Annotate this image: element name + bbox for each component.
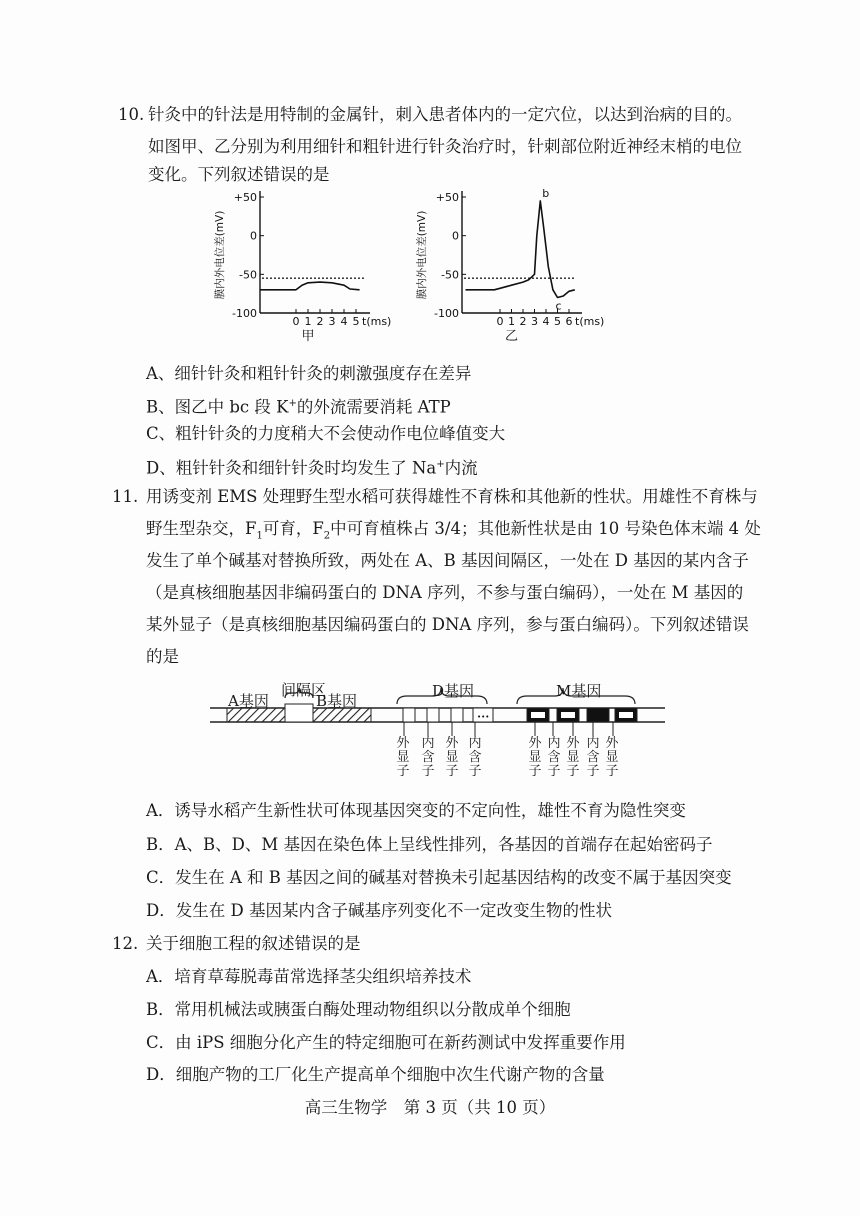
q12-option-c: C．由 iPS 细胞分化产生的特定细胞可在新药测试中发挥重要作用 — [146, 1033, 626, 1052]
chromosome-diagram — [205, 668, 675, 738]
q10-option-b: B、图乙中 bc 段 K+的外流需要消耗 ATP — [146, 397, 451, 417]
q10-stem-line1: 针灸中的针法是用特制的金属针，刺入患者体内的一定穴位，以达到治病的目的。 — [148, 105, 742, 124]
q12-option-d: D．细胞产物的工厂化生产提高单个细胞中次生代谢产物的含量 — [146, 1065, 605, 1084]
jia-xtick-label: 1 — [304, 315, 312, 328]
chart-jia — [210, 185, 430, 345]
jia-ytick-label: -100 — [232, 307, 257, 320]
q12-stem: 关于细胞工程的叙述错误的是 — [146, 934, 361, 953]
q12-option-b: B．常用机械法或胰蛋白酶处理动物组织以分散成单个细胞 — [146, 1000, 571, 1019]
yi-xtick-label: 4 — [542, 315, 550, 328]
jia-ytick-label: -50 — [239, 268, 257, 282]
spacer-block — [285, 704, 313, 722]
d-label-intron-2: 内含子 — [468, 736, 482, 779]
yi-point-label-b: b — [542, 186, 550, 200]
m-exon-3 — [587, 708, 609, 722]
yi-ytick-label: 0 — [452, 229, 459, 243]
q10-option-a: A、细针针灸和粗针针灸的刺激强度存在差异 — [146, 364, 472, 383]
q12-number: 12. — [112, 934, 139, 953]
label-gene-m: M基因 — [556, 682, 602, 700]
jia-xtick-label: 2 — [316, 315, 324, 328]
yi-title: 乙 — [504, 329, 519, 344]
d-label-exon-1: 外显子 — [396, 736, 410, 779]
d-exon-3 — [451, 708, 463, 722]
d-exon-2 — [427, 708, 439, 722]
d-exon-1 — [403, 708, 415, 722]
yi-ytick-label: -50 — [441, 268, 459, 282]
yi-xtick-label: 3 — [531, 315, 538, 328]
q12-option-a: A．培育草莓脱毒苗常选择茎尖组织培养技术 — [146, 967, 472, 986]
yi-point-label-c: c — [555, 299, 562, 313]
q10-option-d: D、粗针针灸和细针针灸时均发生了 Na+内流 — [146, 458, 478, 478]
q11-option-d: D．发生在 D 基因某内含子碱基序列变化不一定改变生物的性状 — [146, 901, 612, 920]
yi-ytick-label: +50 — [435, 191, 459, 204]
q11-stem-line3: 发生了单个碱基对替换所致，两处在 A、B 基因间隔区，一处在 D 基因的某内含子 — [146, 551, 749, 570]
d-label-intron-1: 内含子 — [421, 736, 435, 779]
yi-ytick-label: -100 — [434, 307, 459, 320]
jia-title: 甲 — [301, 329, 315, 344]
yi-xtick-label: 5 — [554, 315, 561, 328]
q11-stem-line2: 野生型杂交，$F_1$可育，$F_2$中可育植株占 3/4；其他新性状是由 10 号染色体末端 4 处 — [146, 519, 761, 542]
jia-xlabel: t(ms) — [362, 315, 392, 328]
jia-curve — [260, 282, 360, 290]
jia-xtick-label: 0 — [292, 315, 300, 328]
m-label-exon-1: 外显子 — [528, 736, 542, 779]
jia-ylabel: 膜内外电位差(mV) — [214, 210, 226, 300]
chart-yi — [412, 185, 642, 345]
q10-number: 10. — [118, 105, 145, 124]
q10-stem-line2: 如图甲、乙分别为利用细针和粗针进行针灸治疗时，针刺部位附近神经末梢的电位 — [148, 137, 742, 156]
d-label-exon-2: 外显子 — [445, 736, 459, 779]
jia-xtick-label: 5 — [352, 315, 360, 328]
svg-text:•••: ••• — [477, 713, 490, 721]
q11-stem-line4: （是真核细胞基因非编码蛋白的 DNA 序列，不参与蛋白编码），一处在 M 基因的 — [146, 583, 744, 602]
m-label-exon-3: 外显子 — [605, 736, 619, 779]
q11-stem-line5: 某外显子（是真核细胞基因编码蛋白的 DNA 序列，参与蛋白编码）。下列叙述错误 — [146, 615, 749, 634]
jia-ytick-label: +50 — [233, 191, 257, 204]
label-gene-a: A基因 — [228, 692, 269, 710]
label-gene-d: D基因 — [432, 682, 475, 700]
q11-option-c: C．发生在 A 和 B 基因之间的碱基对替换未引起基因结构的改变不属于基因突变 — [146, 868, 732, 887]
yi-xtick-label: 6 — [565, 315, 573, 328]
jia-ytick-label: 0 — [250, 229, 257, 243]
m-label-intron-2: 内含子 — [586, 736, 600, 779]
yi-xlabel: t(ms) — [575, 315, 605, 328]
yi-curve — [466, 201, 575, 298]
m-label-intron-1: 内含子 — [547, 736, 561, 779]
jia-xtick-label: 4 — [340, 315, 348, 328]
q11-stem-line1: 用诱变剂 EMS 处理野生型水稻可获得雄性不育株和其他新的性状。用雄性不育株与 — [146, 487, 758, 506]
m-label-exon-2: 外显子 — [566, 736, 580, 779]
jia-xtick-label: 3 — [328, 315, 336, 328]
label-spacer: 间隔区 — [281, 681, 327, 699]
label-gene-b: B基因 — [316, 692, 358, 710]
yi-xtick-label: 1 — [508, 315, 515, 328]
yi-xtick-label: 2 — [519, 315, 527, 328]
page-footer: 高三生物学 第 3 页（共 10 页） — [304, 1098, 556, 1117]
yi-xtick-label: 0 — [496, 315, 504, 328]
q11-number: 11. — [112, 487, 139, 506]
yi-ylabel: 膜内外电位差(mV) — [416, 210, 428, 300]
q11-option-b: B．A、B、D、M 基因在染色体上呈线性排列，各基因的首端存在起始密码子 — [146, 835, 713, 854]
q10-stem-line3: 变化。下列叙述错误的是 — [148, 165, 330, 184]
q11-stem-line6: 的是 — [146, 647, 179, 666]
q11-option-a: A．诱导水稻产生新性状可体现基因突变的不定向性，雄性不育为隐性突变 — [146, 801, 686, 820]
q10-option-c: C、粗针针灸的力度稍大不会使动作电位峰值变大 — [146, 424, 506, 443]
